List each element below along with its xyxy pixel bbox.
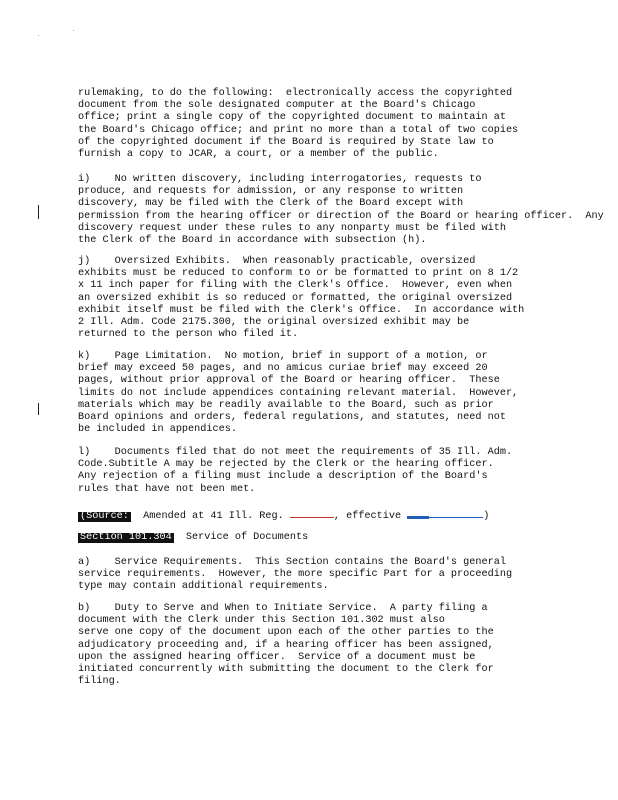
paragraph-copyright: rulemaking, to do the following: electronically access the copyrighted document from the sole designated computer at the Board's Chicago office; print a single copy of the copyrighted document to maintain at the Board's Chicago office; and print no more than a total of two copies of the copyrighted document if the Board is required by State law to furnish a copy to JCAR, a court, or a member of the public. (78, 88, 519, 161)
source-line (78, 509, 528, 523)
paragraph-k-page-limitation: k) Page Limitation. No motion, brief in support of a motion, or brief may exceed 50 pages, and no amicus curiae brief may exceed 20 pages, without prior approval of the Board or hearing officer. These limits do not include appendices containing relevant material. However, materials which may be readily available to the Board, such as prior Board opinions and orders, federal regulations, and statutes, need not be included in appendices. (78, 351, 519, 436)
source-effective-text: , effective (333, 511, 408, 522)
effective-date-blank (407, 509, 483, 518)
paragraph-i-discovery: i) No written discovery, including interrogatories, requests to produce, and requests for admission, or any response to written discovery, may be filed with the Clerk of the Board except with permission from the hearing officer or direction of the Board or hearing officer. Any discovery request under these rules to any nonparty must be filed with the Clerk of the Board in accordance with subsection (h). (78, 174, 604, 247)
scan-speck (38, 35, 39, 36)
source-tag: (Source: (80, 511, 129, 522)
source-amended-text: Amended at 41 Ill. Reg. (130, 511, 290, 522)
paragraph-l-documents-rejected: l) Documents filed that do not meet the requirements of 35 Ill. Adm. Code.Subtitle A may be rejected by the Clerk or the hearing officer. Any rejection of a filing must include a description of the Board's rules that have not been met. (78, 447, 513, 495)
scan-speck (73, 30, 74, 31)
section-title: Service of Documents (173, 532, 309, 543)
revision-bar (38, 403, 39, 415)
paragraph-b-duty-to-serve: b) Duty to Serve and When to Initiate Service. A party filing a document with the Clerk under this Section 101.302 must also serve one copy of the document upon each of the other parties to the adjudicatory proceeding and, if a hearing officer has been assigned, upon the assigned hearing officer. Service of a document must be initiated concurrently with submitting the document to the Clerk for filing. (78, 603, 494, 688)
paragraph-j-oversized-exhibits: j) Oversized Exhibits. When reasonably practicable, oversized exhibits must be reduced to conform to or be formatted to print on 8 1/2 x 11 inch paper for filing with the Clerk's Office. However, even when an oversized exhibit is so reduced or formatted, the original oversized exhibit itself must be filed with the Clerk's Office. In accordance with 2 Ill. Adm. Code 2175.300, the original oversized exhibit may be returned to the person who filed it. (78, 256, 525, 341)
section-number-tag: Section 101.304 (80, 532, 172, 543)
revision-bar (38, 205, 39, 219)
paragraph-a-service-requirements: a) Service Requirements. This Section contains the Board's general service requirements. However, the more specific Part for a proceeding type may contain additional requirements. (78, 557, 513, 593)
section-heading (78, 532, 528, 544)
source-close-text: ) (483, 511, 490, 522)
register-blank (290, 509, 334, 518)
